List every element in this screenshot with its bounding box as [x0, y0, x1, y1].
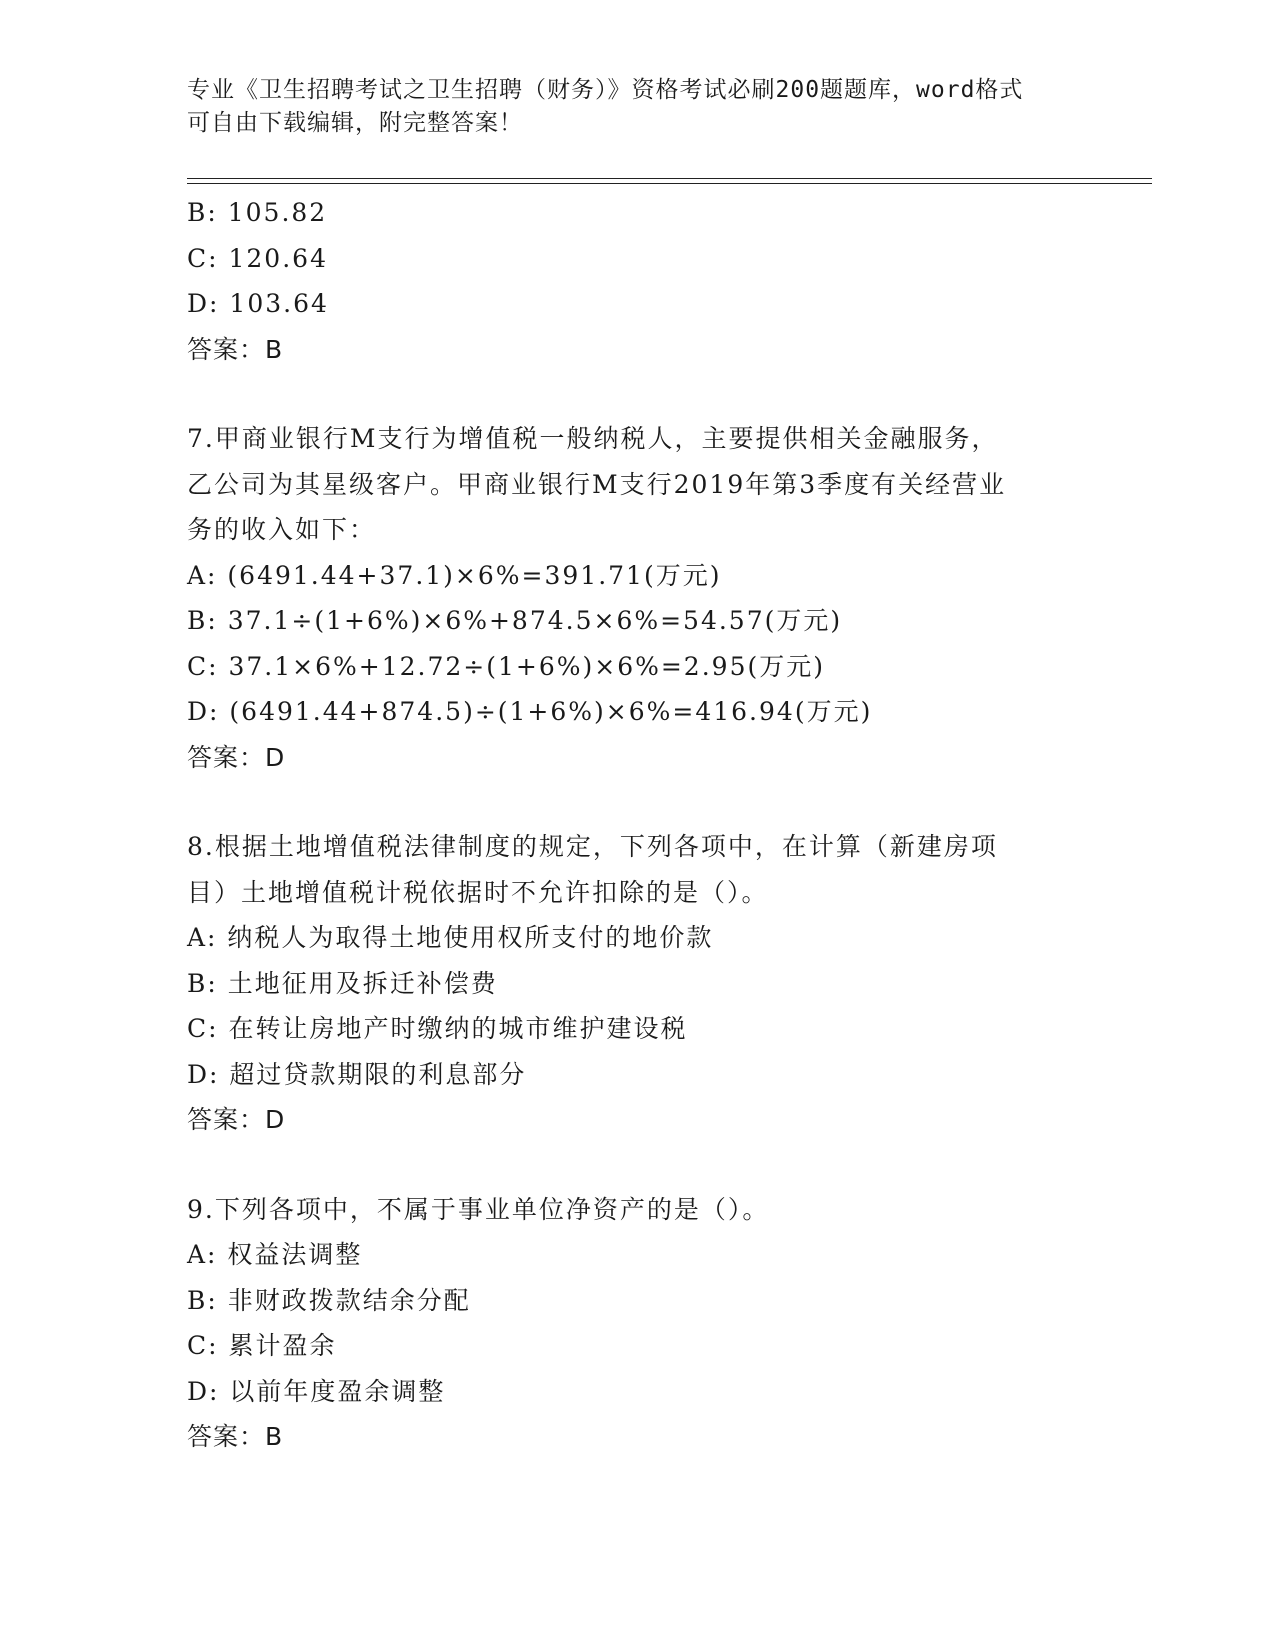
- question-content: [187, 190, 1087, 1460]
- answer-line: 答案：D: [187, 1105, 286, 1134]
- option-c: C: 在转让房地产时缴纳的城市维护建设税: [187, 1014, 688, 1043]
- document-header: [187, 74, 1087, 140]
- header-divider-top: [187, 178, 1152, 179]
- question-8: [187, 824, 1087, 1143]
- option-b: B: 37.1÷(1+6%)×6%+874.5×6%=54.57(万元): [187, 606, 843, 635]
- option-a: A: 纳税人为取得土地使用权所支付的地价款: [187, 923, 714, 952]
- spacer: [187, 1143, 1087, 1187]
- question-stem-line: 9.下列各项中，不属于事业单位净资产的是（）。: [187, 1194, 770, 1224]
- answer-line: 答案：D: [187, 742, 286, 772]
- header-title-line-1: 专业《卫生招聘考试之卫生招聘（财务）》资格考试必刷200题题库，word格式: [187, 77, 1024, 103]
- option-b: B: 土地征用及拆迁补偿费: [187, 968, 498, 998]
- option-d: D: 以前年度盈余调整: [187, 1376, 446, 1406]
- question-6-continuation: [187, 190, 1087, 372]
- spacer: [187, 372, 1087, 416]
- question-7: [187, 416, 1087, 780]
- question-stem-line: 务的收入如下：: [187, 515, 377, 544]
- spacer: [187, 780, 1087, 824]
- option-d: D: 超过贷款期限的利息部分: [187, 1059, 527, 1089]
- question-stem-line: 8.根据土地增值税法律制度的规定，下列各项中，在计算（新建房项: [187, 832, 998, 861]
- option-a: A: 权益法调整: [187, 1240, 363, 1269]
- option-b: B: 非财政拨款结余分配: [187, 1285, 471, 1315]
- option-c: C: 37.1×6%+12.72÷(1+6%)×6%=2.95(万元): [187, 651, 825, 681]
- question-stem-line: 目）土地增值税计税依据时不允许扣除的是（）。: [187, 877, 769, 907]
- answer-line: 答案：B: [187, 1422, 284, 1451]
- option-d: D: 103.64: [187, 289, 329, 318]
- header-title-line-2: 可自由下载编辑，附完整答案！: [187, 110, 523, 136]
- option-c: C: 120.64: [187, 243, 328, 273]
- option-a: A: (6491.44+37.1)×6%=391.71(万元): [187, 560, 722, 590]
- question-stem-line: 7.甲商业银行M支行为增值税一般纳税人，主要提供相关金融服务，: [187, 424, 999, 453]
- answer-line: 答案：B: [187, 334, 284, 364]
- option-d: D: (6491.44+874.5)÷(1+6%)×6%=416.94(万元): [187, 697, 873, 726]
- question-9: [187, 1187, 1087, 1460]
- option-c: C: 累计盈余: [187, 1331, 337, 1360]
- header-divider-bottom: [187, 183, 1152, 184]
- option-b: B: 105.82: [187, 198, 328, 227]
- question-stem-line: 乙公司为其星级客户。甲商业银行M支行2019年第3季度有关经营业: [187, 469, 1007, 499]
